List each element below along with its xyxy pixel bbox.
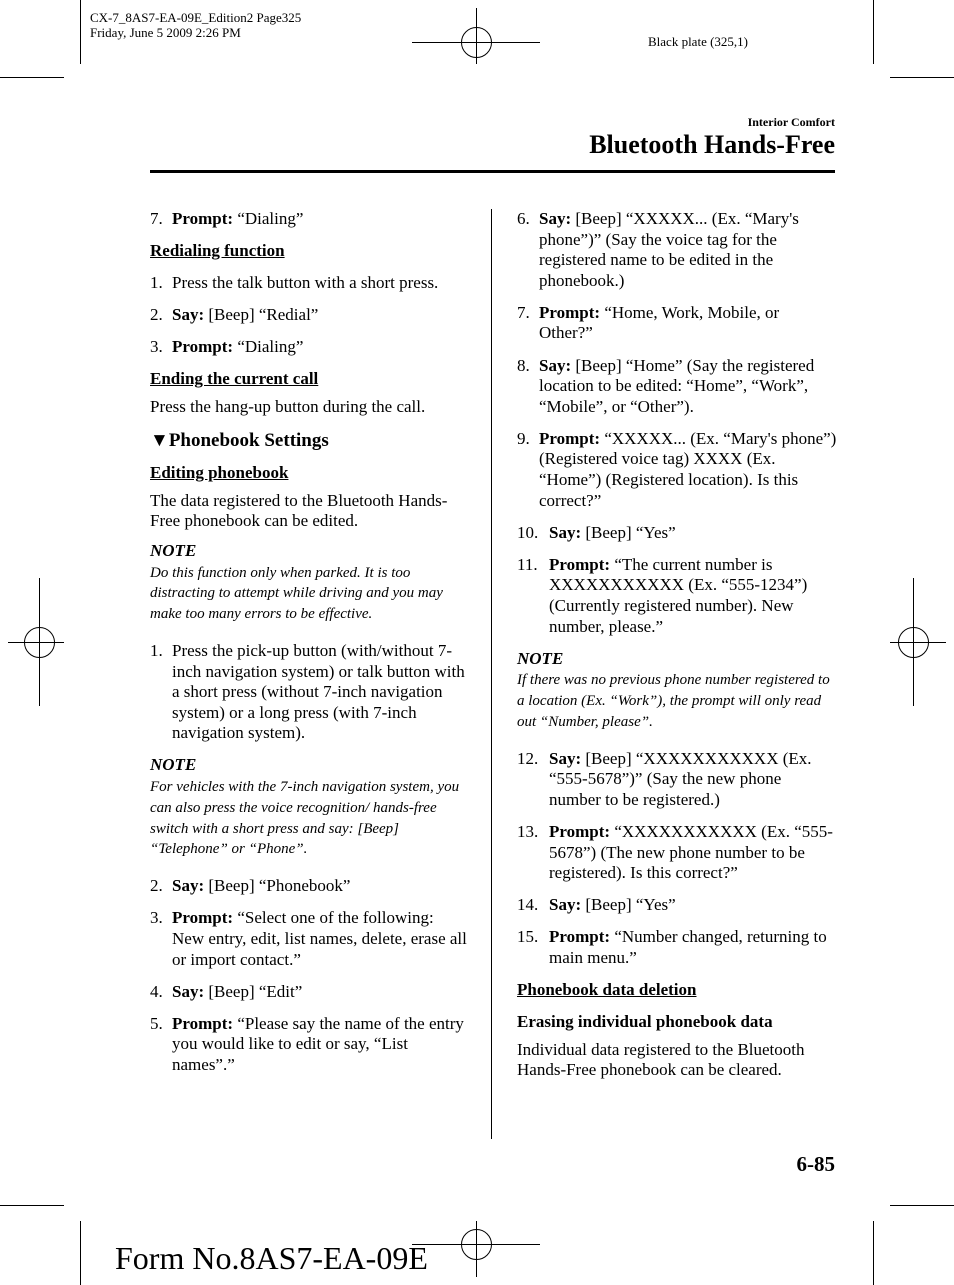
column-divider — [491, 209, 492, 1139]
editing-phonebook-heading: Editing phonebook — [150, 463, 289, 483]
step-item: 2. Say: [Beep] “Redial” — [150, 305, 319, 325]
step-item: 7. Prompt: “Dialing” — [150, 209, 304, 228]
form-number: Form No.8AS7-EA-09E — [115, 1240, 428, 1276]
note-text: For vehicles with the 7-inch navigation system, you can also press the voice recognition/ hands-free switch with a short press and say: [Beep] “Telephone” or “Phone”. — [150, 779, 460, 858]
note-label: NOTE — [517, 648, 564, 668]
step-item: 3. Prompt: “Dialing” — [150, 337, 304, 357]
step-item: 10. Say: [Beep] “Yes” — [517, 522, 676, 542]
phonebook-settings-heading: ▼Phonebook Settings — [150, 429, 329, 451]
ending-call-heading: Ending the current call — [150, 369, 319, 389]
slug-file: CX-7_8AS7-EA-09E_Edition2 Page325 — [90, 10, 302, 25]
note-label: NOTE — [150, 541, 197, 561]
step-item: 15. Prompt: “Number changed, returning to main menu.” — [517, 927, 827, 967]
step-item: 7. Prompt: “Home, Work, Mobile, or Other?” — [517, 302, 780, 343]
erasing-data-heading: Erasing individual phonebook data — [517, 1012, 773, 1032]
section-label: Interior Comfort — [747, 115, 835, 129]
step-item: 12. Say: [Beep] “XXXXXXXXXXX (Ex. “555-5678”)” (Say the new phone number to be registered.) — [517, 748, 812, 809]
right-column — [517, 209, 837, 1092]
page-number: 6-85 — [796, 1152, 835, 1176]
plate-label: Black plate (325,1) — [648, 34, 748, 49]
note-text: If there was no previous phone number registered to a location (Ex. “Work”), the prompt will only read out “Number, please”. — [517, 672, 830, 730]
step-item: 5. Prompt: “Please say the name of the entry you would like to edit or say, “List names”.” — [150, 1013, 464, 1074]
step-item: 8. Say: [Beep] “Home” (Say the registered location to be edited: “Home”, “Work”, “Mobile”, or “Other”). — [517, 355, 815, 416]
erasing-data-text: Individual data registered to the Bluetooth Hands-Free phonebook can be cleared. — [517, 1039, 805, 1080]
step-item: 13. Prompt: “XXXXXXXXXXX (Ex. “555-5678”) (The new phone number to be registered). Is this correct?” — [517, 821, 833, 883]
step-item: 14. Say: [Beep] “Yes” — [517, 895, 676, 915]
step-item: 2. Say: [Beep] “Phonebook” — [150, 876, 351, 896]
step-item: 11. Prompt: “The current number is XXXXXXXXXXX (Ex. “555-1234”) (Currently registered number). New number, please.” — [517, 554, 808, 636]
triangle-down-icon: ▼ — [150, 429, 169, 451]
page-title: Bluetooth Hands-Free — [589, 130, 835, 159]
step-item: 1. Press the talk button with a short press. — [150, 273, 439, 293]
header-rule — [150, 170, 835, 173]
step-item: 9. Prompt: “XXXXX... (Ex. “Mary's phone”) (Registered voice tag) XXXX (Ex. “Home”) (Registered location). Is this correct?” — [517, 428, 837, 510]
slug-date: Friday, June 5 2009 2:26 PM — [90, 25, 241, 40]
step-item: 1. Press the pick-up button (with/without 7-inch navigation system) or talk button with a short press (without 7-inch navigation system) or a long press (with 7-inch navigation system). — [150, 641, 465, 743]
ending-call-text: Press the hang-up button during the call. — [150, 397, 426, 417]
step-item: 6. Say: [Beep] “XXXXX... (Ex. “Mary's phone”)” (Say the voice tag for the registered name to be edited in the phonebook.) — [517, 209, 799, 290]
left-column — [150, 209, 468, 1087]
editing-phonebook-text: The data registered to the Bluetooth Hands-Free phonebook can be edited. — [150, 490, 448, 531]
phonebook-deletion-heading: Phonebook data deletion — [517, 980, 697, 1000]
note-text: Do this function only when parked. It is too distracting to attempt while driving and you may make too many errors to be effective. — [150, 564, 443, 623]
step-item: 3. Prompt: “Select one of the following: New entry, edit, list names, delete, erase all or import contact.” — [150, 908, 467, 969]
print-slug — [90, 10, 301, 40]
note-label: NOTE — [150, 755, 197, 775]
redialing-heading: Redialing function — [150, 241, 285, 261]
step-item: 4. Say: [Beep] “Edit” — [150, 981, 303, 1001]
